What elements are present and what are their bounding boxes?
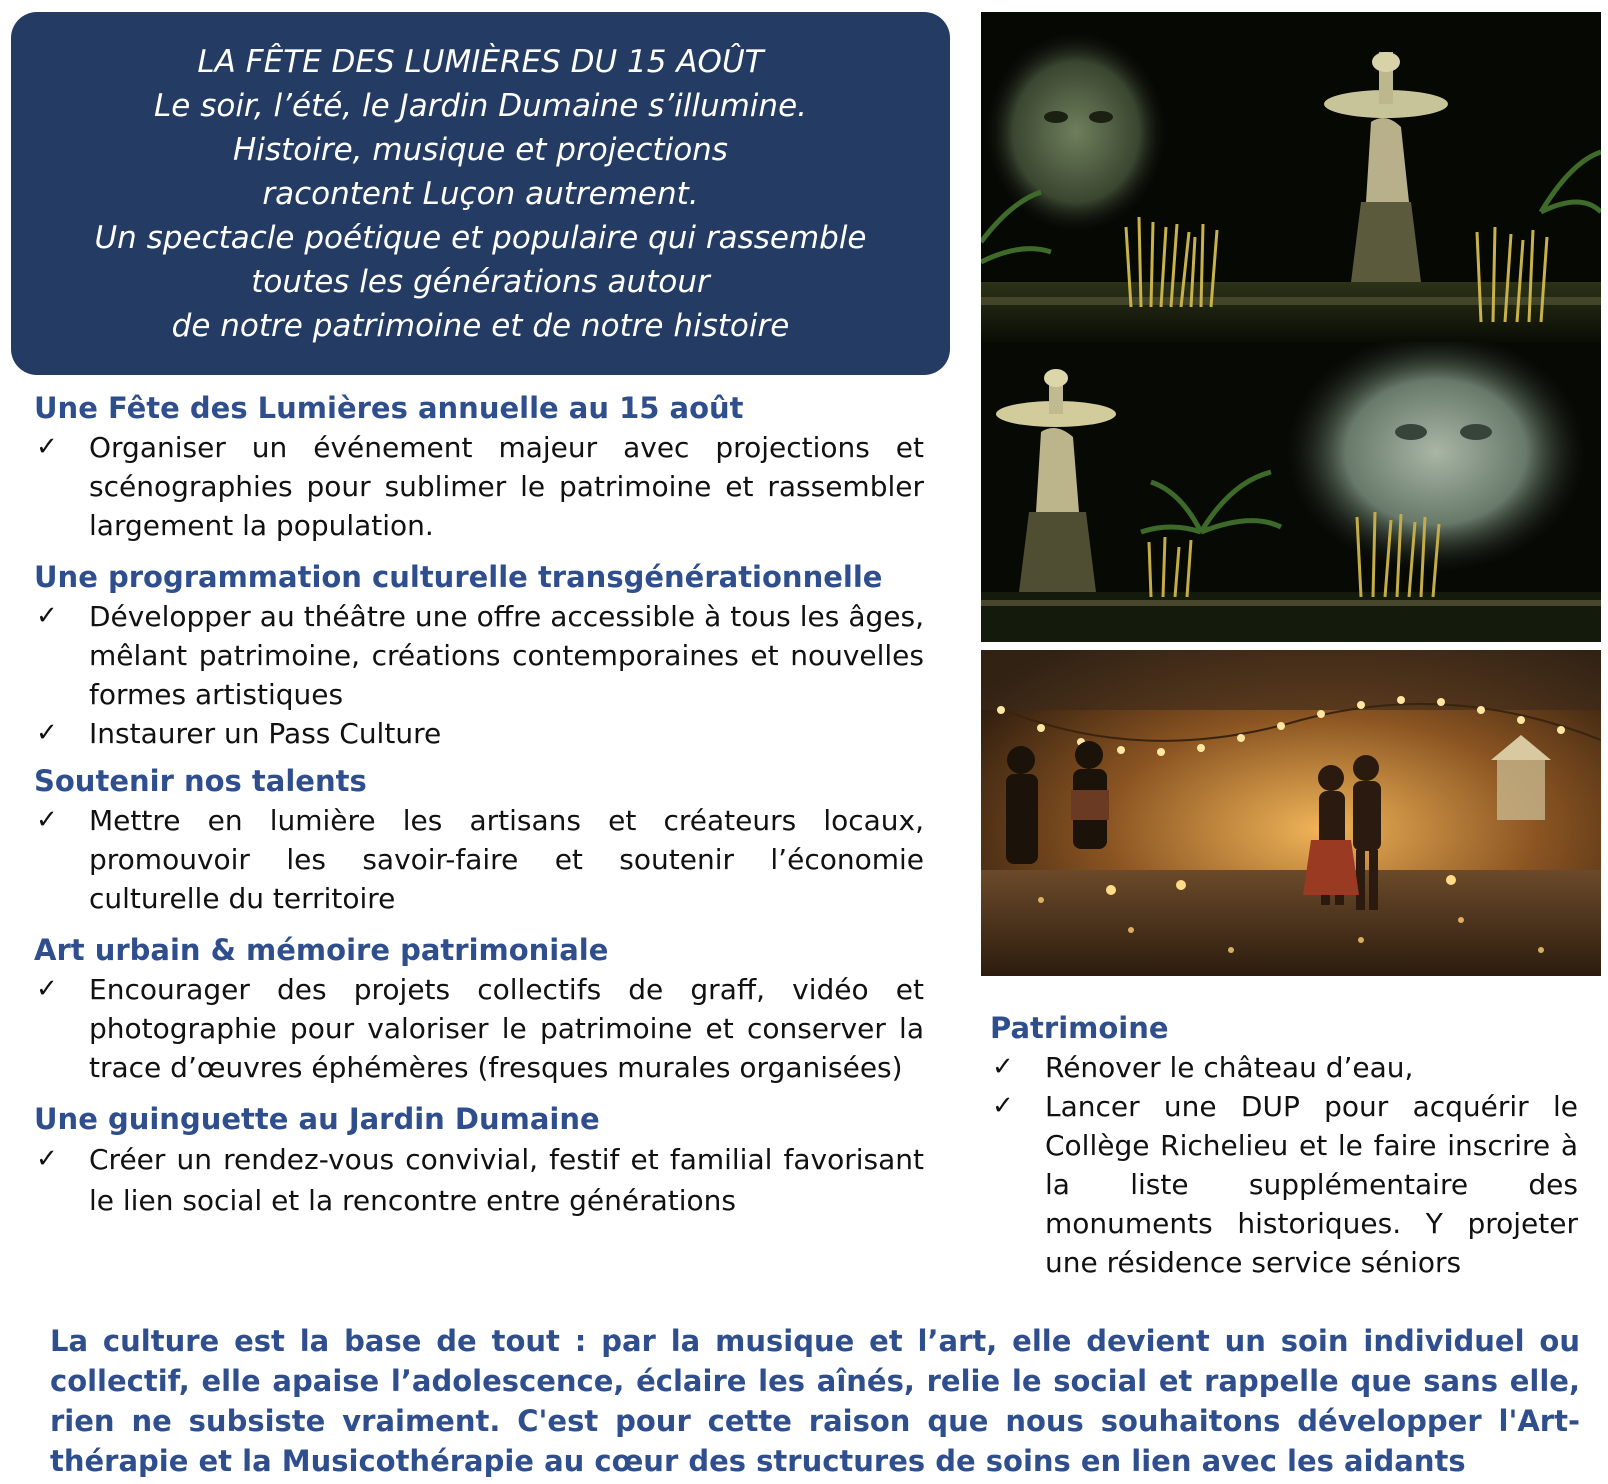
list-item — [990, 1048, 1578, 1087]
check-icon: ✓ — [36, 601, 58, 631]
check-icon: ✓ — [992, 1091, 1014, 1121]
photo-guinguette-scene — [981, 650, 1601, 976]
list-item — [34, 801, 924, 918]
item-text: Créer un rendez-vous convivial, festif et familial favorisant le lien social et la rencontre entre générations — [89, 1143, 924, 1217]
list-item — [34, 1139, 924, 1221]
section-title-fete-lumieres: Une Fête des Lumières annuelle au 15 août — [34, 391, 744, 425]
checklist — [990, 1048, 1578, 1282]
section-title-talents: Soutenir nos talents — [34, 764, 367, 798]
section-title-programmation: Une programmation culturelle transgénérationnelle — [34, 560, 883, 594]
hero-line: Le soir, l’été, le Jardin Dumaine s’illumine. — [154, 88, 807, 124]
section-title-art-urbain: Art urbain & mémoire patrimoniale — [34, 933, 609, 967]
item-text: Organiser un événement majeur avec projections et scénographies pour sublimer le patrimoine et rassembler largement la population. — [89, 431, 924, 542]
check-icon: ✓ — [36, 432, 58, 462]
hero-line: toutes les générations autour — [251, 264, 710, 300]
photo-fountain-projection — [981, 12, 1601, 342]
hero-line: de notre patrimoine et de notre histoire — [171, 308, 790, 344]
item-text: Encourager des projets collectifs de graff, vidéo et photographie pour valoriser le patrimoine et conserver la trace d’œuvres éphémères (fresques murales organisées) — [89, 973, 924, 1084]
check-icon: ✓ — [36, 974, 58, 1004]
check-icon: ✓ — [36, 718, 58, 748]
section-title-guinguette: Une guinguette au Jardin Dumaine — [34, 1102, 600, 1136]
check-icon: ✓ — [992, 1052, 1014, 1082]
checklist — [34, 801, 924, 918]
checklist — [34, 428, 924, 545]
checklist — [34, 597, 924, 753]
check-icon: ✓ — [36, 1144, 58, 1174]
hero-line: Un spectacle poétique et populaire qui rassemble — [94, 220, 867, 256]
checklist — [34, 970, 924, 1087]
list-item — [34, 714, 924, 753]
list-item — [34, 428, 924, 545]
list-item — [990, 1087, 1578, 1282]
list-item — [34, 597, 924, 714]
checklist — [34, 1139, 924, 1221]
item-text: Développer au théâtre une offre accessible à tous les âges, mêlant patrimoine, créations contemporaines et nouvelles formes artistiques — [89, 600, 924, 711]
item-text: Instaurer un Pass Culture — [89, 717, 442, 750]
section-title-patrimoine: Patrimoine — [990, 1011, 1169, 1045]
item-text: Rénover le château d’eau, — [1045, 1051, 1414, 1084]
photo-fountain-bust — [981, 342, 1601, 642]
check-icon: ✓ — [36, 805, 58, 835]
hero-line: Histoire, musique et projections — [233, 132, 728, 168]
closing-statement: La culture est la base de tout : par la musique et l’art, elle devient un soin individuel ou collectif, elle apaise l’adolescence, éclaire les aînés, relie le social et rappelle que sans elle, rien ne subsiste vraiment. C'est pour cette raison que nous souhaitons développer l'Art-thérapie et la Musicothérapie au cœur des structures de soins en lien avec les aidants — [50, 1324, 1580, 1478]
hero-banner — [11, 12, 950, 375]
list-item — [34, 970, 924, 1087]
item-text: Mettre en lumière les artisans et créateurs locaux, promouvoir les savoir-faire et soutenir l’économie culturelle du territoire — [89, 804, 924, 915]
hero-line: racontent Luçon autrement. — [262, 176, 699, 212]
programme-column — [34, 390, 924, 1221]
item-text: Lancer une DUP pour acquérir le Collège Richelieu et le faire inscrire à la liste supplémentaire des monuments historiques. Y projeter une résidence service séniors — [1045, 1090, 1578, 1279]
patrimoine-section — [990, 1010, 1578, 1282]
hero-title: LA FÊTE DES LUMIÈRES DU 15 AOÛT — [197, 44, 764, 80]
